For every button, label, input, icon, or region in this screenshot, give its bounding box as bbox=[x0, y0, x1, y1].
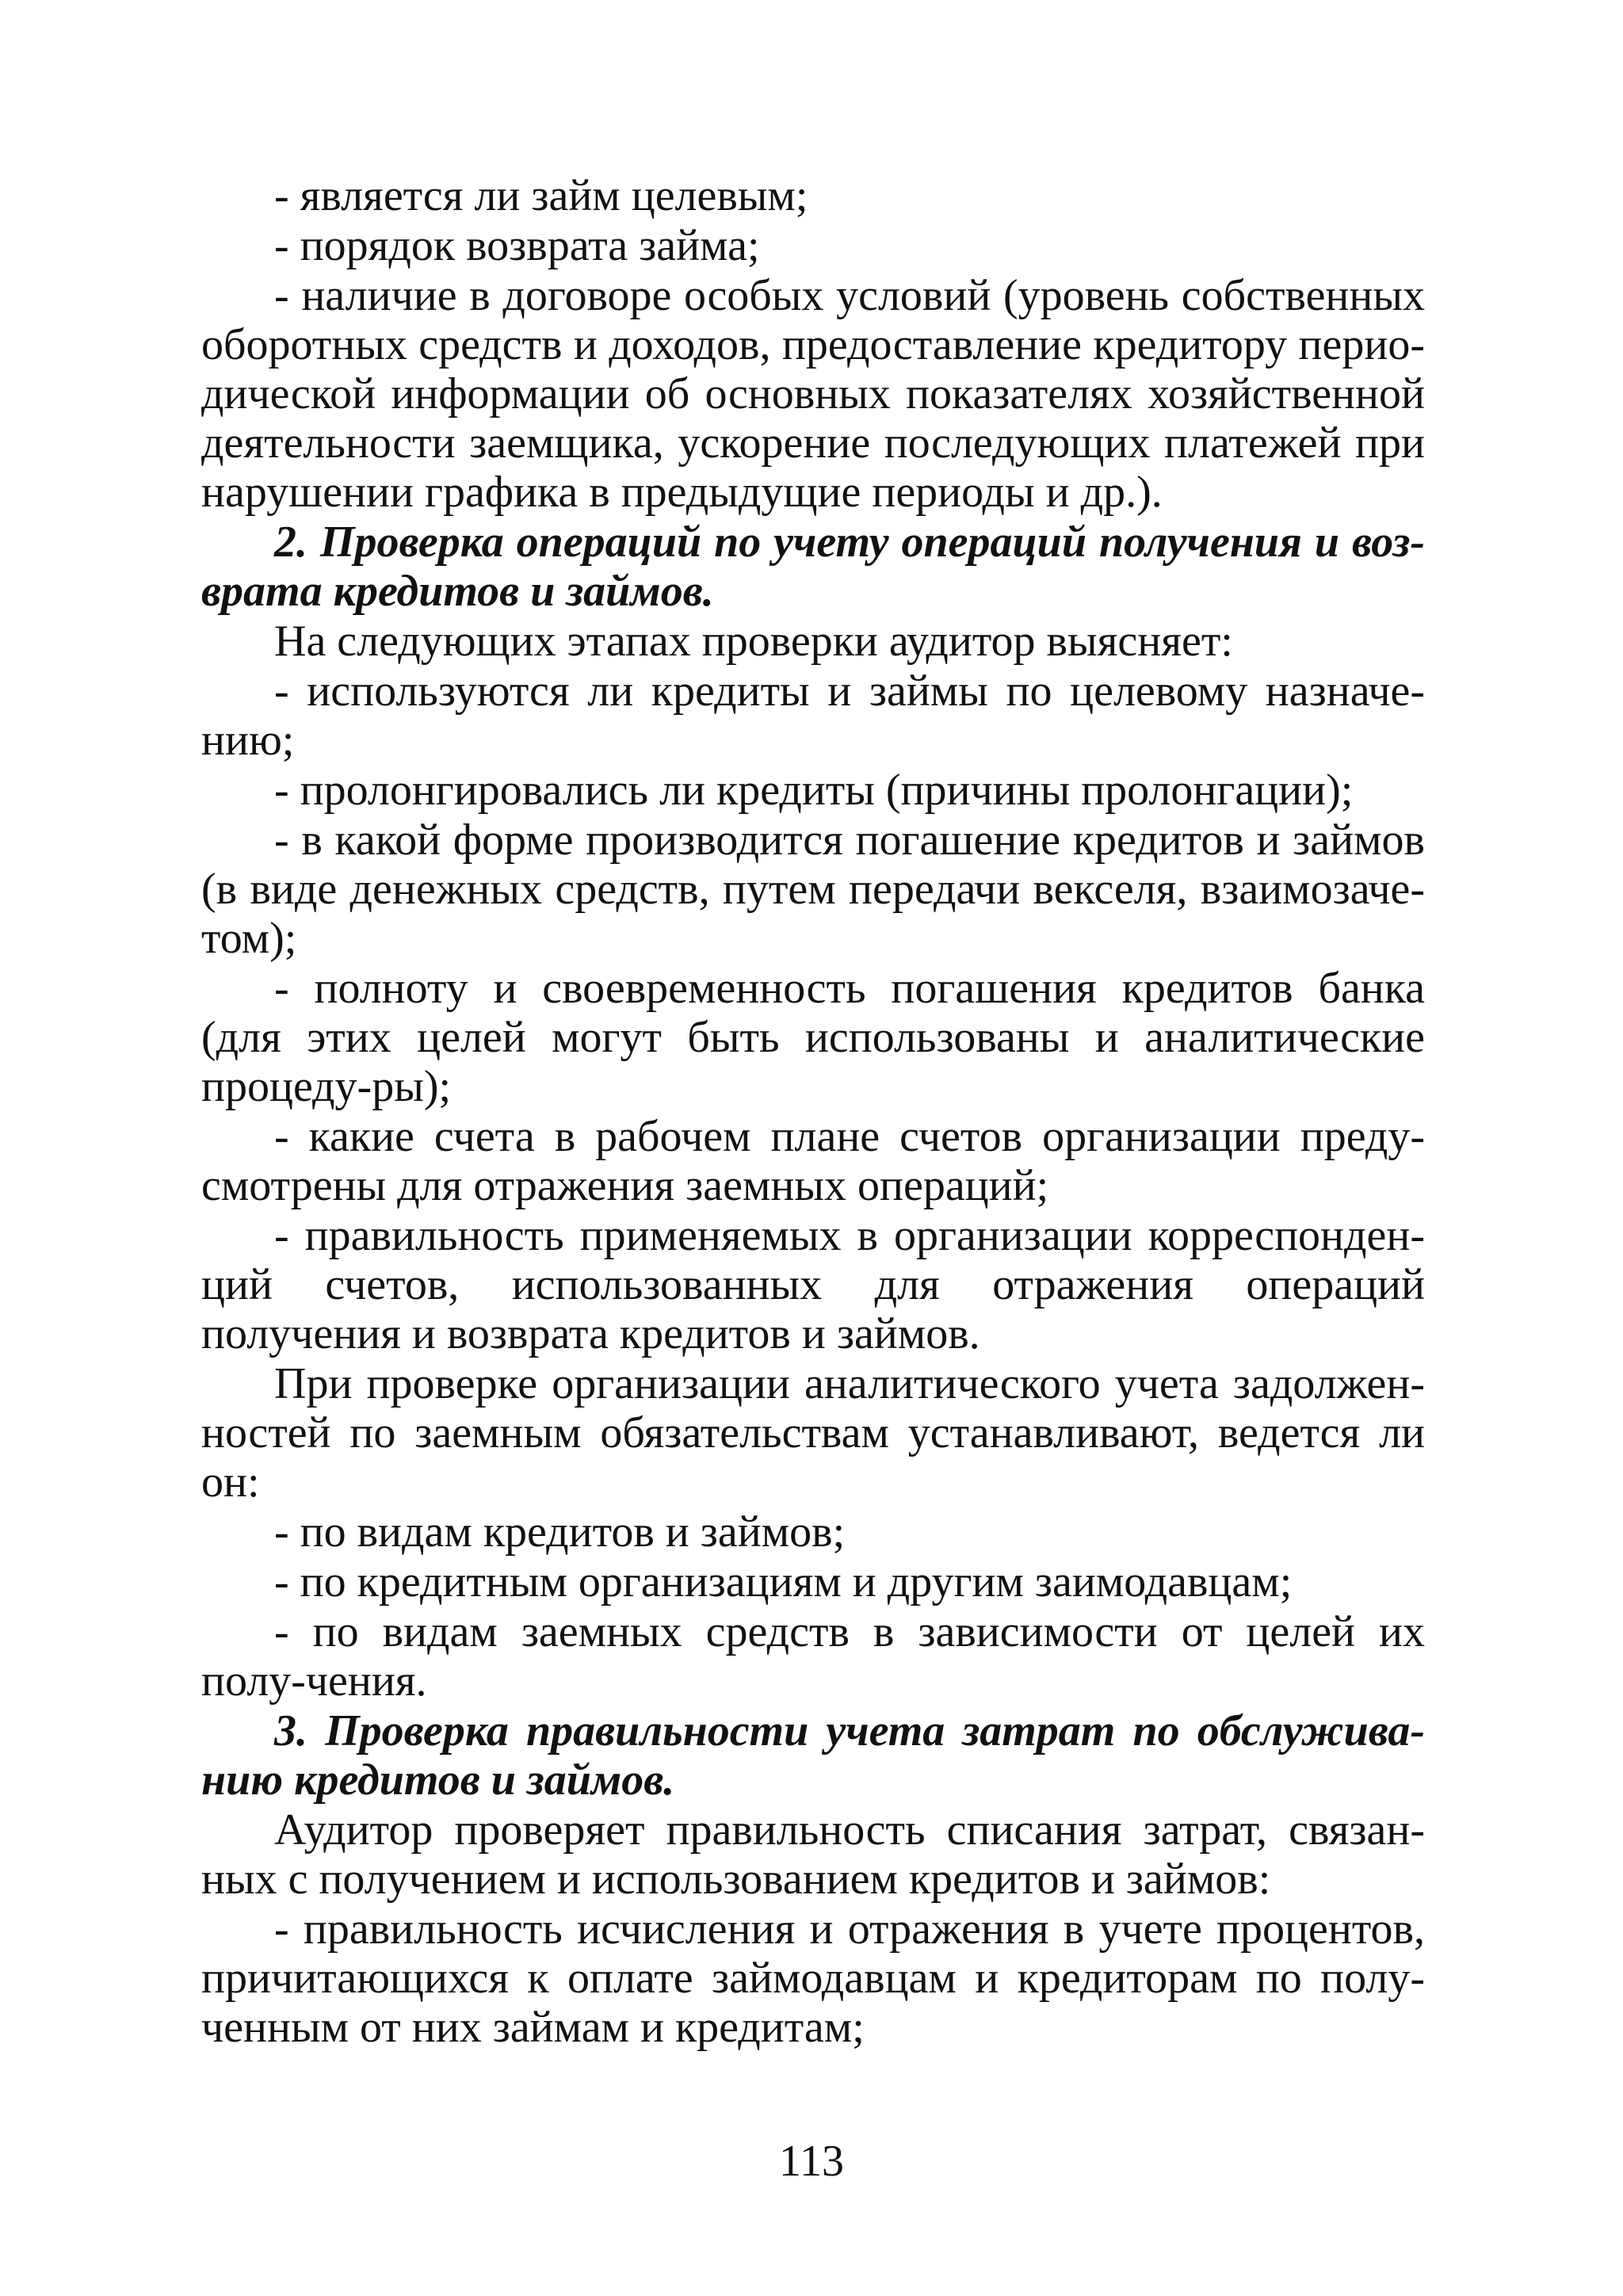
list-item: - в какой форме производится погашение кредитов и займов (в виде денежных средств, путем передачи векселя, взаимозаче-том); bbox=[201, 816, 1425, 963]
paragraph: На следующих этапах проверки аудитор выясняет: bbox=[274, 617, 1233, 666]
list-item: - какие счета в рабочем плане счетов организации преду-смотрены для отражения заемных операций; bbox=[201, 1112, 1425, 1210]
paragraph: При проверке организации аналитического учета задолжен-ностей по заемным обязательствам устанавливают, ведется ли он: bbox=[201, 1359, 1425, 1507]
list-item: - по видам кредитов и займов; bbox=[274, 1507, 846, 1557]
list-item: - является ли займ целевым; bbox=[274, 171, 808, 220]
list-item: - правильность применяемых в организации корреспонден-ций счетов, использованных для отражения операций получения и возврата кредитов и займов. bbox=[201, 1211, 1425, 1358]
list-item: - правильность исчисления и отражения в учете процентов, причитающихся к оплате займодавцам и кредиторам по полу-ченным от них займам и кредитам; bbox=[201, 1904, 1425, 2052]
list-item: - полноту и своевременность погашения кредитов банка (для этих целей могут быть использованы и аналитические процеду-ры); bbox=[201, 964, 1425, 1111]
page-number: 113 bbox=[779, 2137, 844, 2186]
list-item: - по кредитным организациям и другим заимодавцам; bbox=[274, 1557, 1293, 1606]
page-body bbox=[201, 171, 1425, 2053]
list-item: - пролонгировались ли кредиты (причины пролонгации); bbox=[274, 766, 1354, 815]
section-heading: 2. Проверка операций по учету операций получения и воз-врата кредитов и займов. bbox=[201, 518, 1425, 616]
list-item: - по видам заемных средств в зависимости от целей их полу-чения. bbox=[201, 1607, 1425, 1706]
list-item: - используются ли кредиты и займы по целевому назначе-нию; bbox=[201, 667, 1425, 765]
paragraph: Аудитор проверяет правильность списания затрат, связан-ных с получением и использованием кредитов и займов: bbox=[201, 1805, 1425, 1904]
list-item: - порядок возврата займа; bbox=[274, 221, 760, 270]
list-item: - наличие в договоре особых условий (уровень собственных оборотных средств и доходов, предоставление кредитору перио-дической информации об основных показателях хозяйственной деятельности заемщика, ускорение последующих платежей при нарушении графика в предыдущие периоды и др.). bbox=[201, 271, 1425, 517]
section-heading: 3. Проверка правильности учета затрат по обслужива-нию кредитов и займов. bbox=[201, 1706, 1425, 1805]
